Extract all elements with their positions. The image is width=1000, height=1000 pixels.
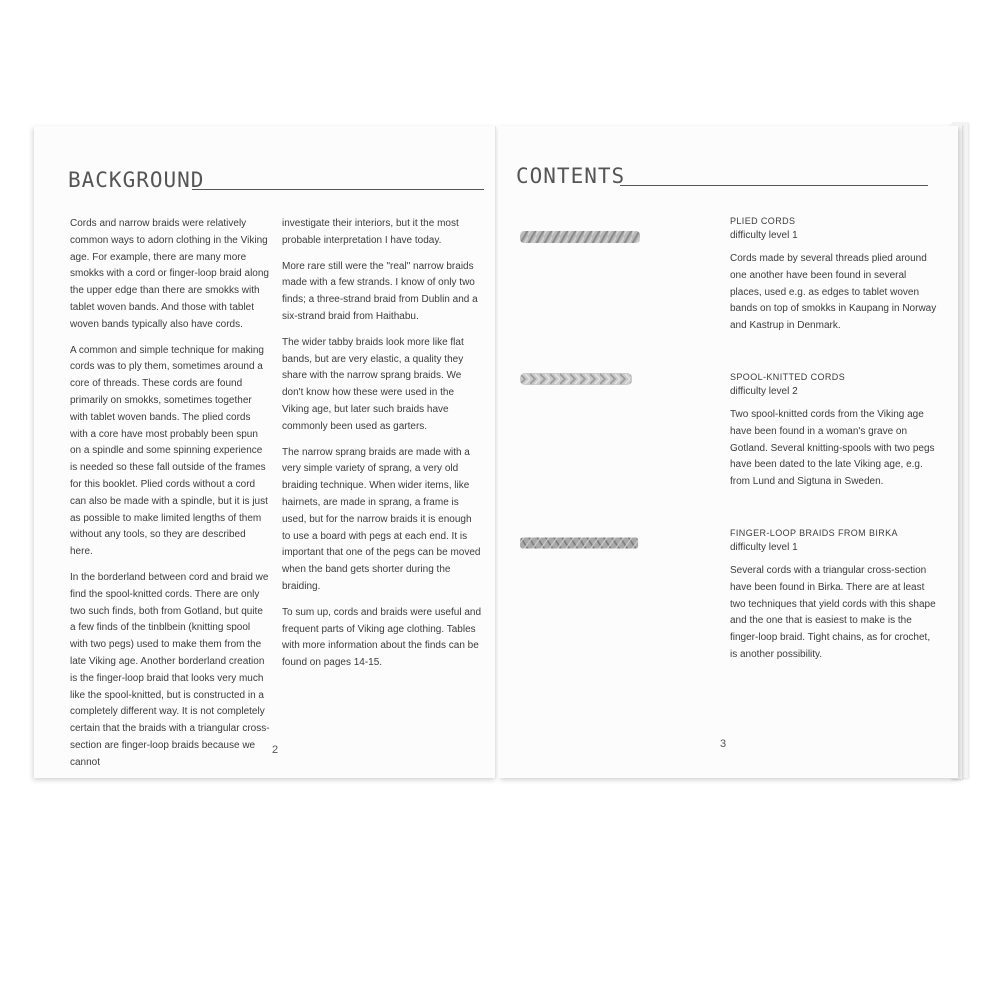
entry-title: FINGER-LOOP BRAIDS FROM BIRKA xyxy=(730,528,898,538)
text-column-1 xyxy=(70,216,270,781)
page-heading: BACKGROUND xyxy=(68,168,205,192)
entry-title: SPOOL-KNITTED CORDS xyxy=(730,372,846,382)
entry-difficulty: difficulty level 1 xyxy=(730,542,798,553)
page-heading: CONTENTS xyxy=(516,164,626,188)
entry-difficulty: difficulty level 1 xyxy=(730,230,798,241)
contents-entry xyxy=(730,370,940,491)
paragraph: investigate their interiors, but it the most probable interpretation I have today. xyxy=(282,218,459,246)
finger-loop-braid-image xyxy=(520,536,640,550)
heading-rule xyxy=(192,189,484,190)
heading-rule xyxy=(620,185,928,186)
entry-description: Several cords with a triangular cross-section have been found in Birka. There are at least two techniques that yield cords with this shape and the one that is easiest to make is the finger-loop braid. Tight chains, as for crochet, is another possibility. xyxy=(730,565,936,660)
paragraph: The narrow sprang braids are made with a very simple variety of sprang, a very old braiding technique. When wider items, like hairnets, are made in sprang, a frame is used, but for the narrow braids it is enough to use a board with pegs at each end. It is important that one of the pegs can be moved when the band gets shorter during the braiding. xyxy=(282,446,481,592)
left-page xyxy=(34,126,496,778)
page-number: 3 xyxy=(720,738,727,750)
paragraph: The wider tabby braids look more like flat bands, but are very elastic, a quality they share with the narrow sprang braids. We don't know how these were used in the Viking age, but later such braids have commonly been used as garters. xyxy=(282,336,464,432)
paragraph: A common and simple technique for making cords was to ply them, sometimes around a core of threads. These cords are found primarily on smokks, sometimes together with tablet woven bands. The plied cords with a core have most probably been spun on a spindle and some spinning experience is needed so these fall outside of the frames for this booklet. Plied cords without a cord can also be made with a spindle, but it is just as possible to make limited lengths of them without any tools, so they are described here. xyxy=(70,344,268,558)
entry-title: PLIED CORDS xyxy=(730,216,796,226)
text-column-2 xyxy=(282,216,482,681)
paragraph: To sum up, cords and braids were useful and frequent parts of Viking age clothing. Tables with more information about the finds can be found on pages 14-15. xyxy=(282,606,481,669)
paragraph: More rare still were the "real" narrow braids made with a few strands. I know of only two finds; a three-strand braid from Dublin and a six-strand braid from Haithabu. xyxy=(282,260,478,322)
contents-entry xyxy=(730,214,940,335)
entry-description: Cords made by several threads plied around one another have been found in several places, used e.g. as edges to tablet woven bands on top of smokks in Kaupang in Norway and Kastrup in Denmark. xyxy=(730,253,937,332)
page-number: 2 xyxy=(272,744,279,756)
entry-description: Two spool-knitted cords from the Viking age have been found in a woman's grave on Gotland. Several knitting-spools with two pegs have been dated to the late Viking age, e.g. from Lund and Sigtuna in Sweden. xyxy=(730,409,935,488)
entry-difficulty: difficulty level 2 xyxy=(730,386,798,397)
spool-knitted-cord-image xyxy=(520,372,640,386)
contents-entry xyxy=(730,526,940,664)
plied-cord-image xyxy=(520,230,640,244)
paragraph: In the borderland between cord and braid we find the spool-knitted cords. There are only two such finds, both from Gotland, but quite a few finds of the tinblbein (knitting spool with two pegs) used to make them from the late Viking age. Another borderland creation is the finger-loop braid that looks very much like the spool-knitted, but is constructed in a completely different way. It is not completely certain that the braids with a triangular cross-section are finger-loop braids because we cannot xyxy=(70,571,270,768)
paragraph: Cords and narrow braids were relatively common ways to adorn clothing in the Viking age. For example, there are many more smokks with a cord or finger-loop braid along the upper edge than there are smokks with tablet woven bands. And those with tablet woven bands typically also have cords. xyxy=(70,218,269,330)
right-page xyxy=(498,126,958,778)
